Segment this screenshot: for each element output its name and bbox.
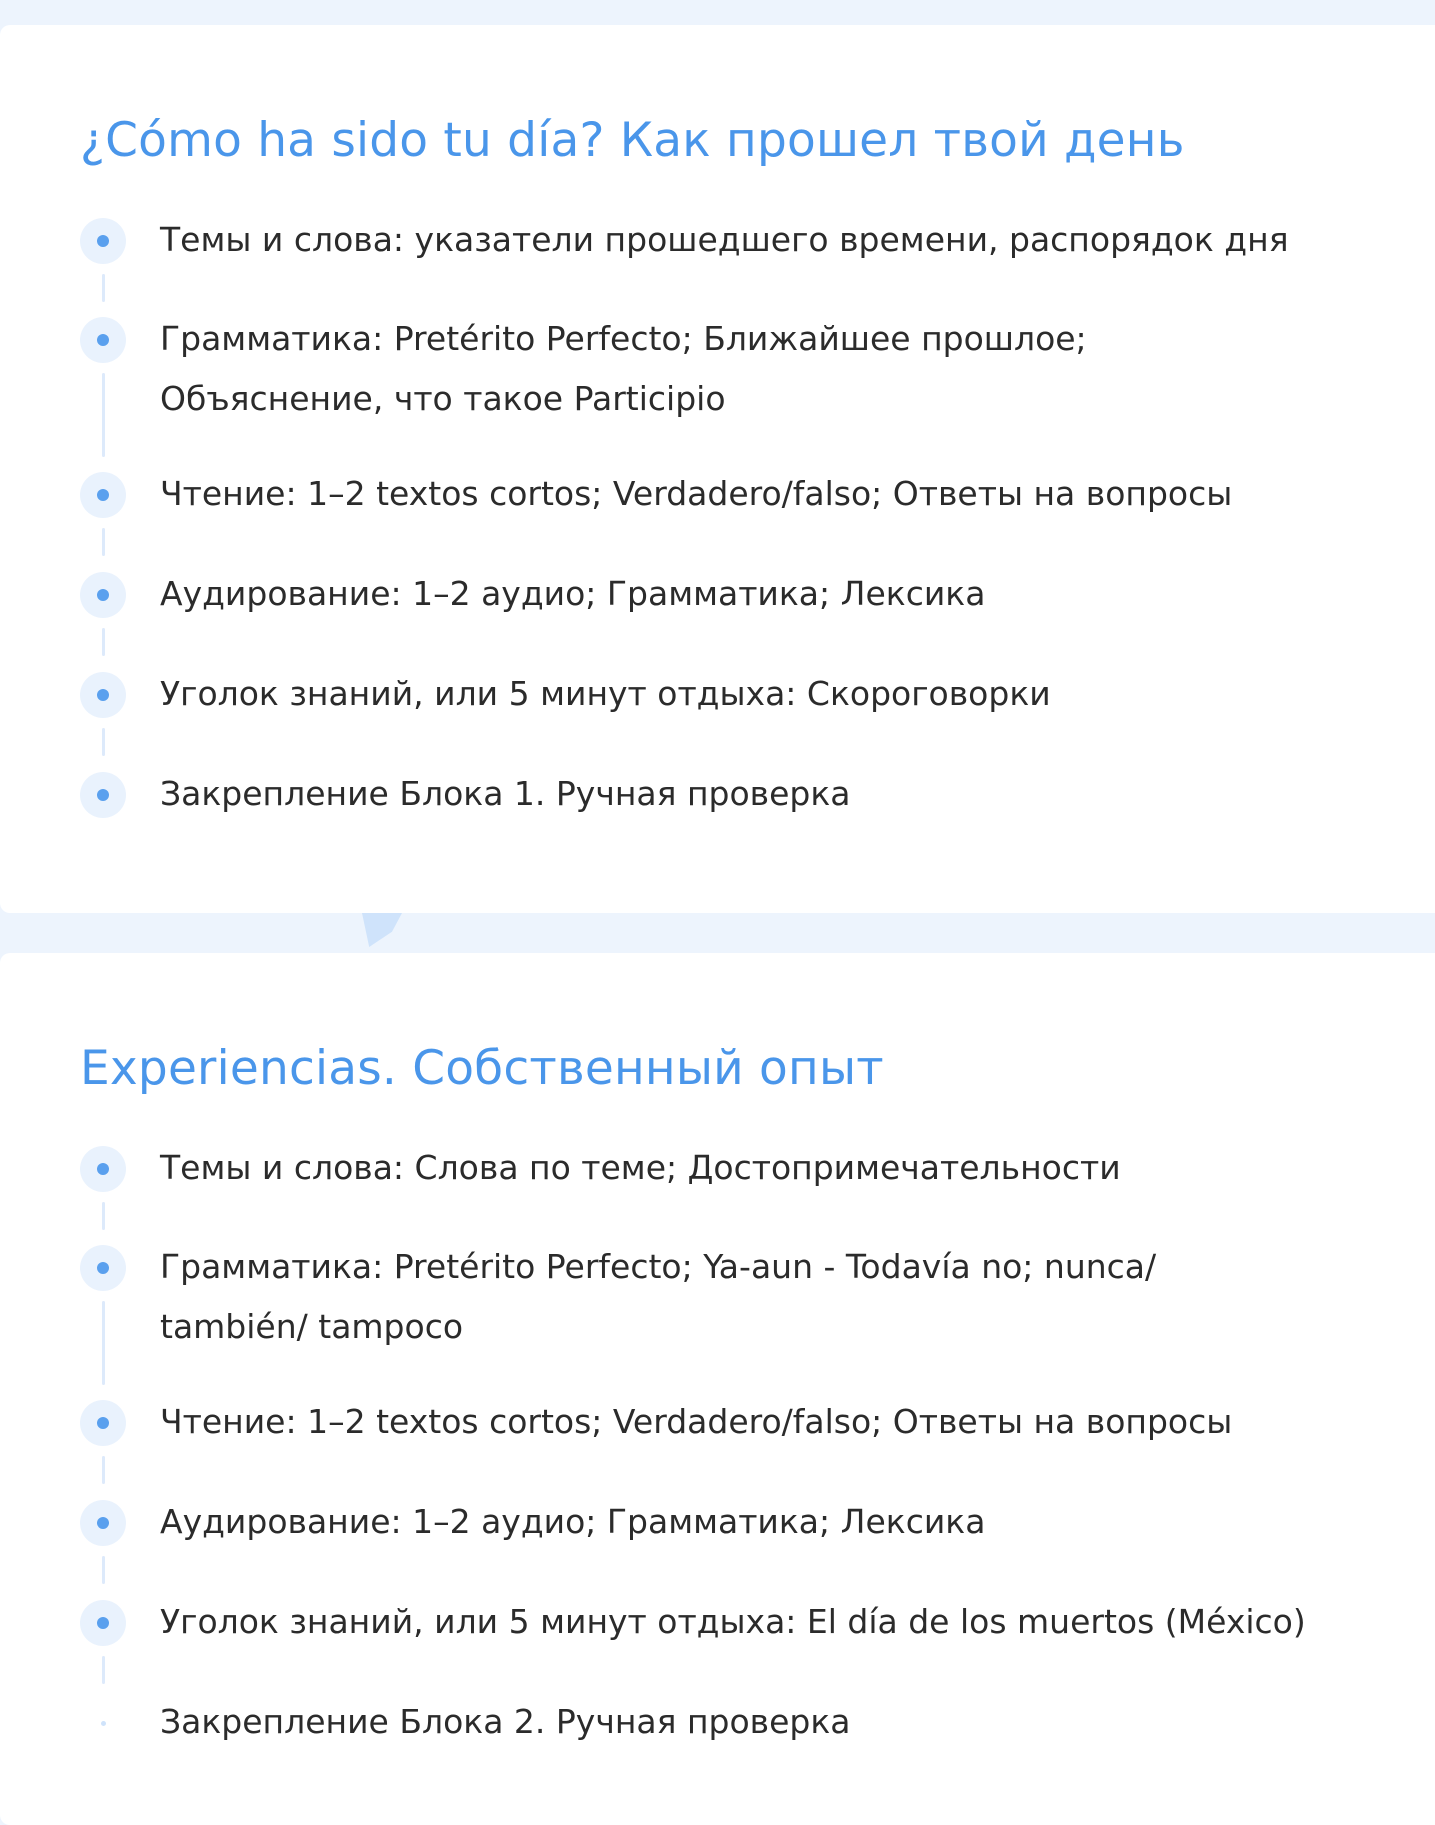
bullet-dot-icon xyxy=(80,572,126,618)
list-item-line: Закрепление Блока 1. Ручная проверка xyxy=(160,774,851,813)
lesson-topic-list xyxy=(0,25,1435,913)
list-item-line: Темы и слова: Слова по теме; Достопримечательности xyxy=(160,1148,1121,1187)
bullet-dot-icon xyxy=(80,672,126,718)
lesson-card-2 xyxy=(0,953,1435,1825)
timeline-connector xyxy=(102,274,105,302)
list-item-line: Аудирование: 1–2 аудио; Грамматика; Лексика xyxy=(160,574,986,613)
list-item-text xyxy=(160,1138,1360,1198)
timeline-connector xyxy=(102,1456,105,1484)
list-item-text xyxy=(160,1392,1360,1452)
lesson-title: ¿Cómo ha sido tu día? Как прошел твой день xyxy=(80,113,1185,168)
list-item-text xyxy=(160,564,1360,624)
list-item-line: también/ tampoco xyxy=(160,1307,464,1346)
timeline-connector xyxy=(102,628,105,656)
timeline-connector xyxy=(102,528,105,556)
list-item-text xyxy=(160,1237,1360,1357)
bullet-dot-icon xyxy=(80,1500,126,1546)
list-item-text xyxy=(160,309,1360,429)
card-pointer-icon xyxy=(362,913,402,947)
list-item-text xyxy=(160,1692,1360,1752)
timeline-connector xyxy=(102,1301,105,1385)
bullet-dot-icon xyxy=(80,1146,126,1192)
bullet-dot-icon xyxy=(80,1245,126,1291)
list-item-text xyxy=(160,1592,1360,1652)
list-item-line: Темы и слова: указатели прошедшего времени, распорядок дня xyxy=(160,220,1289,259)
bullet-dot-icon xyxy=(80,317,126,363)
timeline-connector xyxy=(102,1202,105,1230)
bullet-dot-icon xyxy=(80,772,126,818)
list-item-text xyxy=(160,210,1360,270)
lesson-title: Experiencias. Собственный опыт xyxy=(80,1041,884,1096)
list-item-text xyxy=(160,664,1360,724)
list-item-text xyxy=(160,764,1360,824)
list-item-line: Закрепление Блока 2. Ручная проверка xyxy=(160,1702,851,1741)
list-item-text xyxy=(160,464,1360,524)
list-item-line: Объяснение, что такое Participio xyxy=(160,379,726,418)
timeline-connector xyxy=(102,1656,105,1684)
list-item-line: Аудирование: 1–2 аудио; Грамматика; Лексика xyxy=(160,1502,986,1541)
bullet-dot-icon xyxy=(80,1400,126,1446)
list-item-line: Уголок знаний, или 5 минут отдыха: Скороговорки xyxy=(160,674,1051,713)
lesson-topic-list xyxy=(0,953,1435,1825)
bullet-dot-icon xyxy=(80,218,126,264)
lesson-card-1 xyxy=(0,25,1435,913)
list-item-line: Чтение: 1–2 textos cortos; Verdadero/falso; Ответы на вопросы xyxy=(160,1402,1233,1441)
bullet-dot-icon xyxy=(80,1700,126,1746)
list-item-text xyxy=(160,1492,1360,1552)
bullet-dot-icon xyxy=(80,1600,126,1646)
timeline-connector xyxy=(102,373,105,457)
bullet-dot-icon xyxy=(80,472,126,518)
list-item-line: Грамматика: Pretérito Perfecto; Ближайшее прошлое; xyxy=(160,319,1087,358)
list-item-line: Уголок знаний, или 5 минут отдыха: El día de los muertos (México) xyxy=(160,1602,1306,1641)
timeline-connector xyxy=(102,728,105,756)
list-item-line: Чтение: 1–2 textos cortos; Verdadero/falso; Ответы на вопросы xyxy=(160,474,1233,513)
timeline-connector xyxy=(102,1556,105,1584)
list-item-line: Грамматика: Pretérito Perfecto; Ya-aun - Todavía no; nunca/ xyxy=(160,1247,1157,1286)
